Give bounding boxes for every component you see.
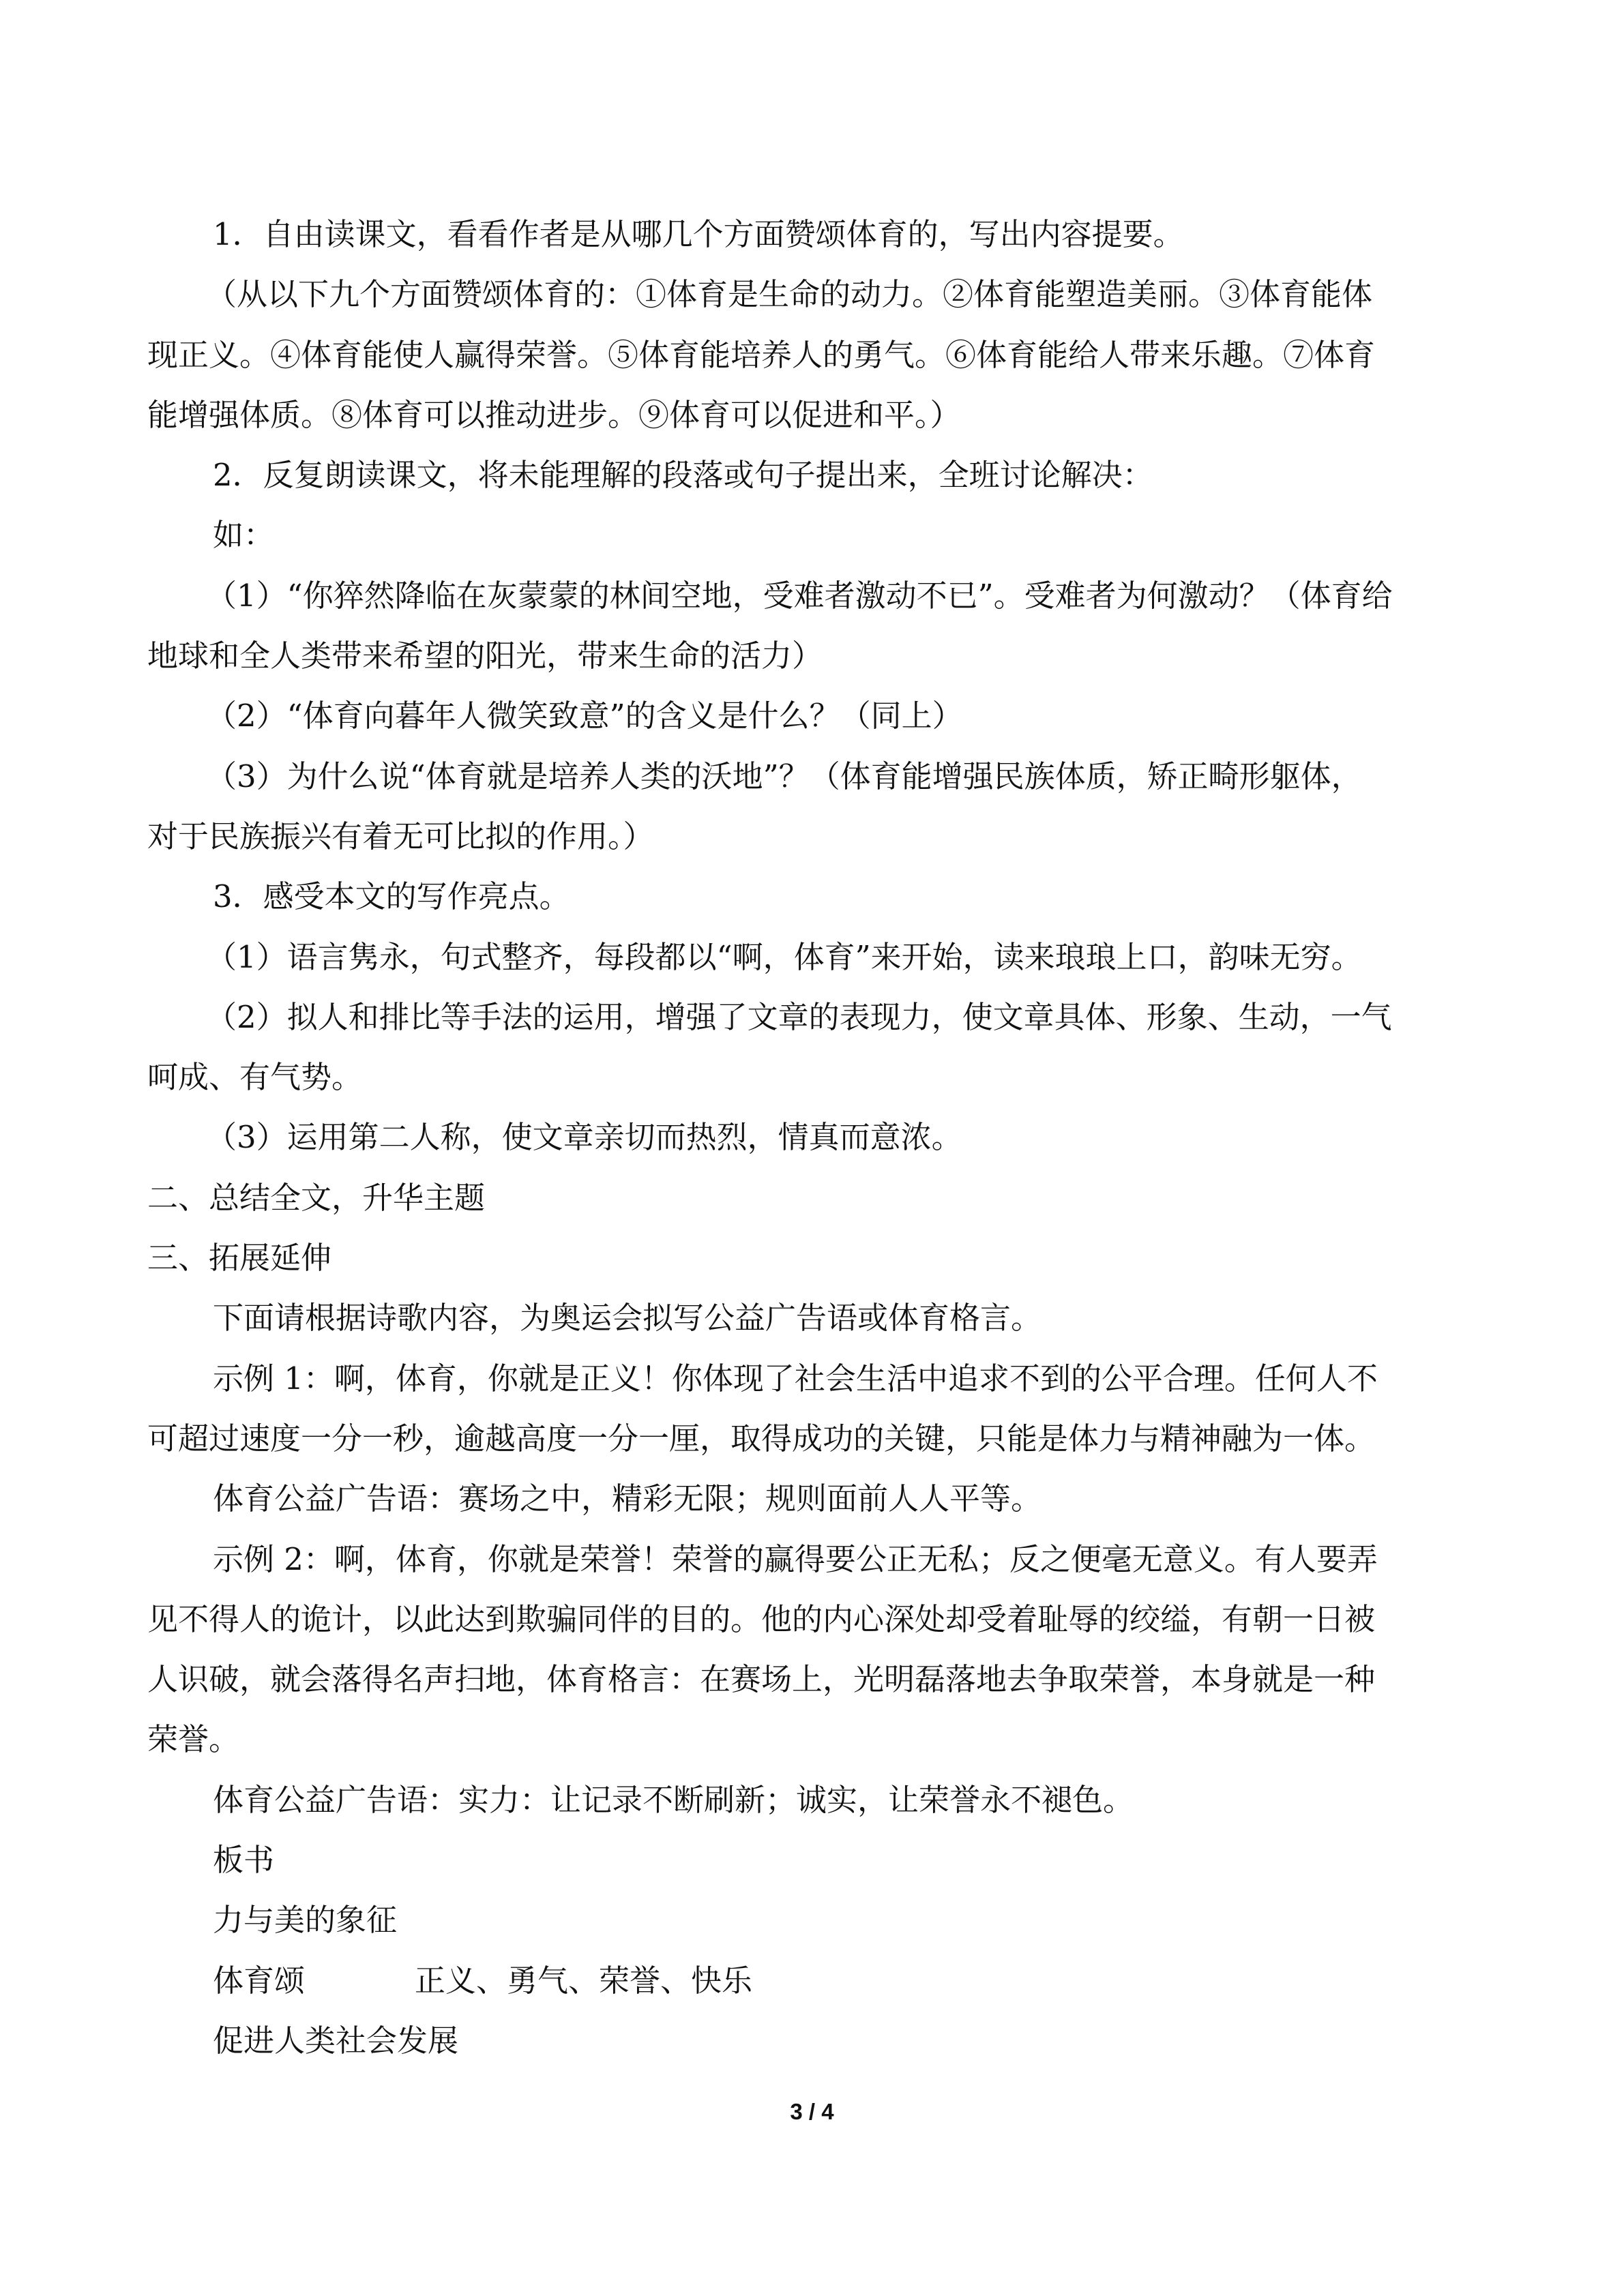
paragraph-line: 示例 1：啊，体育，你就是正义！你体现了社会生活中追求不到的公平合理。任何人不: [213, 1360, 1378, 1397]
paragraph-line: 见不得人的诡计，以此达到欺骗同伴的目的。他的内心深处却受着耻辱的绞缢，有朝一日被: [147, 1600, 1376, 1637]
paragraph-line: （2）拟人和排比等手法的运用，增强了文章的表现力，使文章具体、形象、生动，一气: [206, 998, 1392, 1035]
section-heading: 二、总结全文，升华主题: [147, 1179, 486, 1216]
document-body: [147, 205, 1481, 2071]
board-line: 力与美的象征: [213, 1902, 398, 1939]
board-line: 促进人类社会发展: [213, 2022, 459, 2059]
paragraph-line: （1）语言隽永，句式整齐，每段都以“啊，体育”来开始，读来琅琅上口，韵味无穷。: [206, 938, 1362, 975]
paragraph-line: （3）为什么说“体育就是培养人类的沃地”？（体育能增强民族体质，矫正畸形躯体，: [206, 758, 1362, 794]
paragraph-line: 对于民族振兴有着无可比拟的作用。）: [147, 818, 654, 854]
paragraph-line: 3．感受本文的写作亮点。: [213, 878, 570, 915]
paragraph-line: 现正义。④体育能使人赢得荣誉。⑤体育能培养人的勇气。⑥体育能给人带来乐趣。⑦体育: [147, 336, 1376, 373]
board-line: [147, 1951, 1481, 2011]
paragraph-line: 地球和全人类带来希望的阳光，带来生命的活力）: [147, 638, 823, 674]
board-right-text: 正义、勇气、荣誉、快乐: [415, 1962, 753, 1999]
paragraph-line: 体育公益广告语：实力：让记录不断刷新；诚实，让荣誉永不褪色。: [213, 1781, 1134, 1818]
paragraph-line: 示例 2：啊，体育，你就是荣誉！荣誉的赢得要公正无私；反之便毫无意义。有人要弄: [213, 1540, 1378, 1577]
paragraph-line: （从以下九个方面赞颂体育的：①体育是生命的动力。②体育能塑造美丽。③体育能体: [206, 276, 1373, 313]
section-heading: 三、拓展延伸: [147, 1240, 332, 1277]
paragraph-line: 如：: [213, 517, 275, 554]
paragraph-line: 能增强体质。⑧体育可以推动进步。⑨体育可以促进和平。）: [147, 396, 961, 433]
paragraph-line: 体育公益广告语：赛场之中，精彩无限；规则面前人人平等。: [213, 1480, 1042, 1517]
paragraph-line: 1．自由读课文，看看作者是从哪几个方面赞颂体育的，写出内容提要。: [213, 216, 1184, 252]
page-number: 3 / 4: [790, 2099, 834, 2124]
paragraph-line: 2．反复朗读课文，将未能理解的段落或句子提出来，全班讨论解决：: [213, 457, 1153, 494]
paragraph-line: 人识破，就会落得名声扫地，体育格言：在赛场上，光明磊落地去争取荣誉，本身就是一种: [147, 1661, 1376, 1698]
board-left-text: 体育颂: [213, 1962, 306, 1999]
paragraph-line: 呵成、有气势。: [147, 1059, 363, 1096]
paragraph-line: 下面请根据诗歌内容，为奥运会拟写公益广告语或体育格言。: [213, 1300, 1042, 1337]
paragraph-line: （2）“体育向暮年人微笑致意”的含义是什么？（同上）: [206, 698, 963, 734]
board-title: 板书: [213, 1842, 275, 1879]
paragraph-line: （3）运用第二人称，使文章亲切而热烈，情真而意浓。: [206, 1119, 962, 1156]
paragraph-line: 可超过速度一分一秒，逾越高度一分一厘，取得成功的关键，只能是体力与精神融为一体。: [147, 1420, 1376, 1457]
paragraph-line: （1）“你猝然降临在灰蒙蒙的林间空地，受难者激动不已”。受难者为何激动？（体育给: [206, 577, 1393, 614]
paragraph-line: 荣誉。: [147, 1721, 240, 1758]
